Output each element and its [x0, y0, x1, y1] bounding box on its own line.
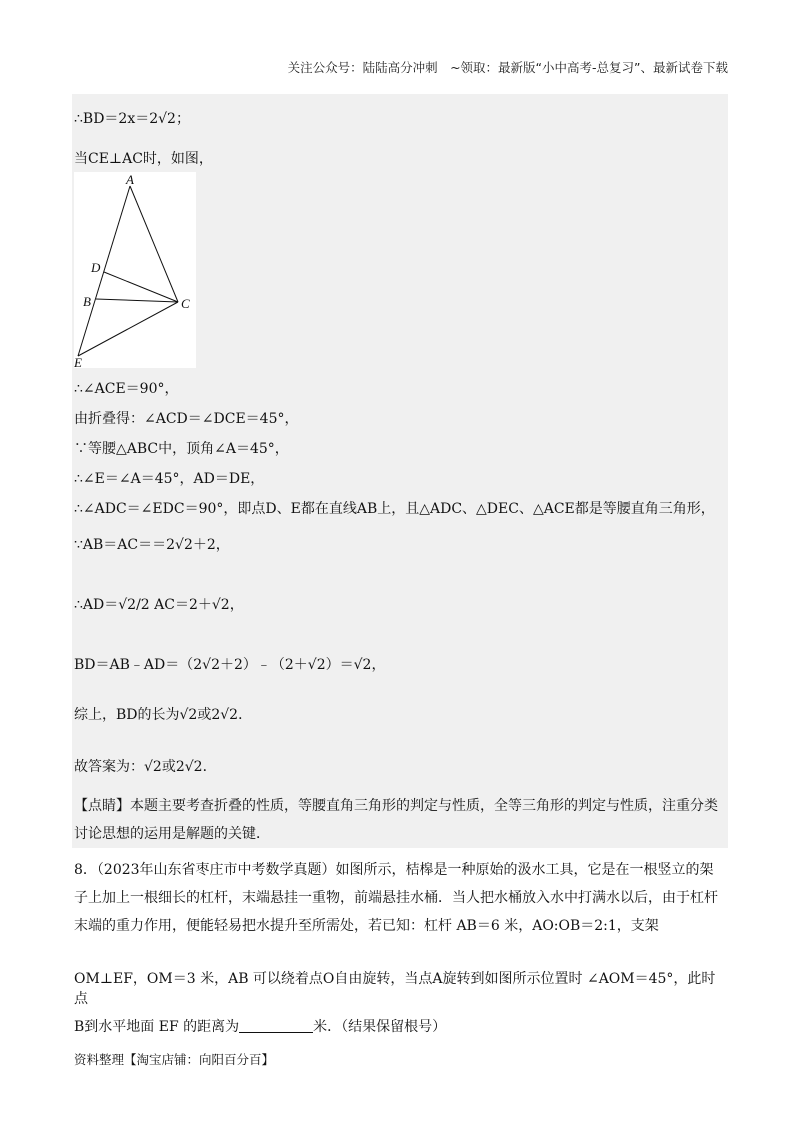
problem-8-question: B到水平地面 EF 的距离为	[74, 1019, 240, 1035]
solution-line-11: 综上，BD的长为√2或2√2．	[74, 707, 253, 723]
triangle-diagram	[74, 172, 196, 368]
solution-line-12: 故答案为：√2或2√2．	[74, 759, 217, 775]
dianjing-note: 【点睛】本题主要考查折叠的性质，等腰直角三角形的判定与性质，全等三角形的判定与性质，注重分类讨论思想的运用是解题的关键．	[74, 798, 718, 842]
label-a: A	[126, 172, 134, 187]
solution-line-9: ∴AD＝√2/2 AC＝2＋√2，	[74, 597, 244, 613]
problem-8-unit: 米．（结果保留根号）	[313, 1019, 447, 1035]
label-e: E	[74, 355, 82, 368]
label-b: B	[83, 294, 91, 309]
solution-line-6: ∴∠E＝∠A＝45°，AD＝DE，	[74, 471, 265, 487]
page-footer: 资料整理【淘宝店铺：向阳百分百】	[74, 1052, 275, 1067]
solution-line-2: 当CE⊥AC时，如图，	[74, 151, 213, 167]
solution-line-10: BD＝AB﹣AD＝（2√2＋2）﹣（2＋√2）＝√2，	[74, 657, 386, 673]
page-header: 关注公众号：陆陆高分冲刺 ~领取：最新版“小中高考-总复习”、最新试卷下载	[287, 60, 728, 75]
problem-8-text: 8．（2023年山东省枣庄市中考数学真题）如图所示，桔槔是一种原始的汲水工具，它是在一根竖立的架子上加上一根细长的杠杆，末端悬挂一重物，前端悬挂水桶．当人把水桶放入水中打满水以后，由于杠杆末端的重力作用，便能轻易把水提升至所需处，若已知：杠杆 AB＝6 米，AO:OB＝2:1，支架	[74, 862, 718, 934]
problem-8-line-2: OM⊥EF，OM＝3 米，AB 可以绕着点O自由旋转，当点A旋转到如图所示位置时 ∠AOM＝45°，此时点	[74, 971, 716, 1007]
answer-blank[interactable]	[239, 1018, 313, 1033]
solution-line-7: ∴∠ADC＝∠EDC＝90°，即点D、E都在直线AB上，且△ADC、△DEC、△ACE都是等腰直角三角形，	[74, 501, 715, 517]
solution-line-5: ∵等腰△ABC中，顶角∠A＝45°，	[74, 441, 289, 457]
solution-line-4: 由折叠得：∠ACD＝∠DCE＝45°，	[74, 411, 299, 427]
label-c: C	[181, 296, 190, 311]
solution-line-8: ∵AB＝AC＝＝2√2＋2，	[74, 537, 230, 553]
triangle-figure	[74, 172, 196, 368]
problem-8-line-3	[74, 1016, 446, 1036]
solution-line-3: ∴∠ACE＝90°，	[74, 381, 179, 397]
label-d: D	[91, 260, 101, 275]
solution-line-1: ∴BD＝2x＝2√2；	[74, 111, 190, 127]
